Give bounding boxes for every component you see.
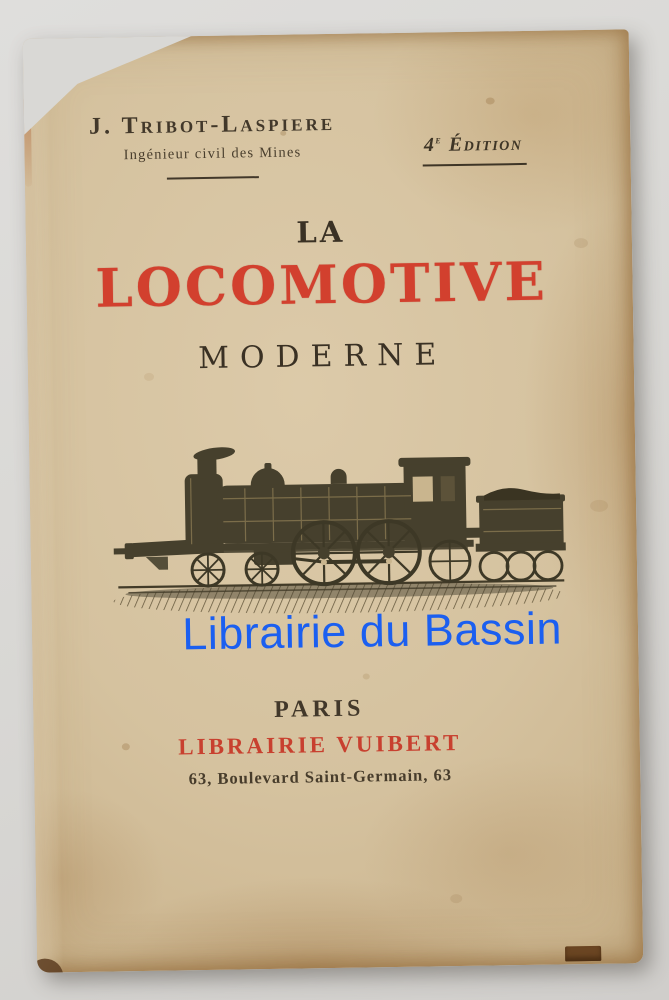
foxing-spot bbox=[450, 894, 462, 903]
foxing-spot bbox=[486, 97, 495, 104]
imprint-city: PARIS bbox=[273, 695, 365, 723]
steam-locomotive-engraving-illustration bbox=[104, 438, 569, 625]
author-role: Ingénieur civil des Mines bbox=[123, 144, 302, 164]
watermark-text: Librairie du Bassin bbox=[181, 602, 563, 660]
title-article: LA bbox=[296, 214, 346, 250]
edition-number: 4 bbox=[423, 134, 436, 157]
edition-word: Édition bbox=[448, 132, 523, 156]
publisher-address: 63, Boulevard Saint-Germain, 63 bbox=[188, 765, 453, 789]
foxing-spot bbox=[363, 673, 370, 679]
book-cover bbox=[23, 29, 644, 972]
imprint-block bbox=[33, 692, 606, 792]
foxing-spot bbox=[590, 500, 608, 512]
chipped-edge-bottom-right bbox=[565, 946, 601, 962]
edition-suffix: e bbox=[435, 132, 443, 147]
title-subtitle: MODERNE bbox=[197, 337, 448, 377]
author-block bbox=[72, 110, 353, 181]
publisher-name: LIBRAIRIE VUIBERT bbox=[178, 730, 462, 760]
title-main: LOCOMOTIVE bbox=[94, 250, 549, 320]
edition-label bbox=[422, 131, 527, 166]
author-rule bbox=[167, 176, 259, 179]
author-name: J. Tribot-Laspiere bbox=[88, 109, 336, 140]
